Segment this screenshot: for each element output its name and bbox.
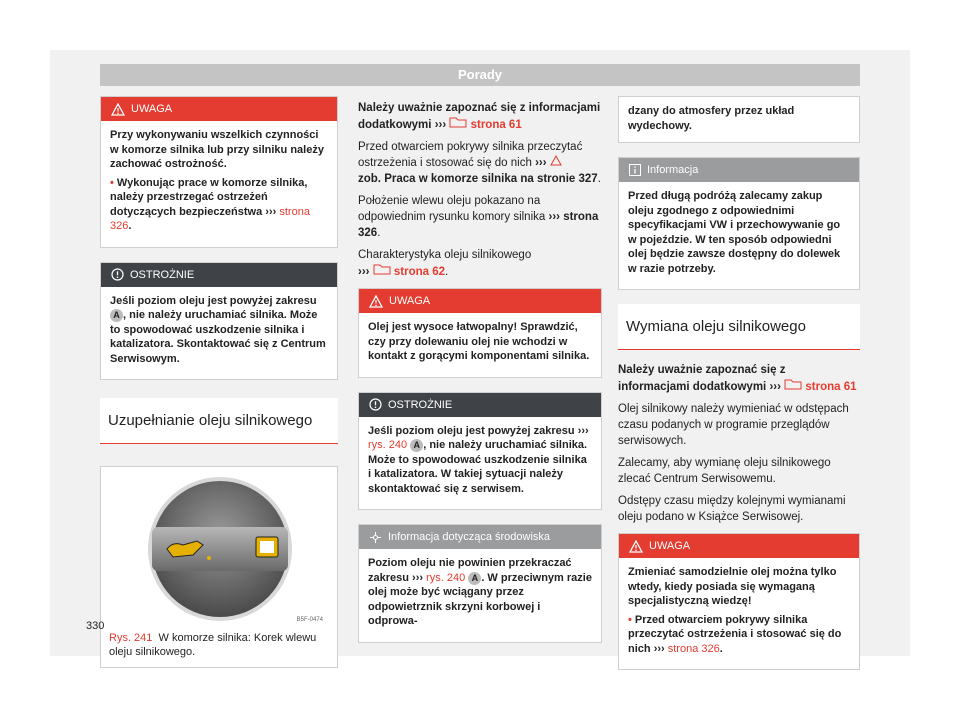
environment-label: Informacja dotycząca środowiska <box>388 531 551 543</box>
environment-box <box>358 524 602 643</box>
p1-reference[interactable]: zob. Praca w komorze silnika na stronie 327 <box>358 173 598 185</box>
caution-body <box>101 287 337 380</box>
period: . <box>128 220 132 232</box>
bullet: • <box>110 176 114 189</box>
figure-link[interactable]: rys. 240 <box>426 571 466 584</box>
info-box-header <box>619 158 859 182</box>
info-text: Przed długą podróżą zalecamy zakup oleju zgodnego z odpowiednimi specyfikacjami VW i przechowywanie go w pojeździe. W ten sposób odpowiedni olej będzie zawsze dostępny do dolewek w razie potrzeby. <box>628 190 841 275</box>
oil-cap-image <box>109 475 329 623</box>
p1-text: Przed otwarciem pokrywy silnika przeczytać ostrzeżenia i stosować się do nich <box>358 141 583 169</box>
warning-text: Zmieniać samodzielnie olej można tylko wtedy, kiedy posiada się wymaganą specjalistyczną wiedzę! <box>628 566 837 607</box>
warning-bullet-item <box>110 176 328 234</box>
marker-a: A <box>110 309 123 322</box>
figure-oil-cap <box>100 466 338 668</box>
reference-arrows: ››› <box>769 381 781 393</box>
intro-text: Należy uważnie zapoznać się z informacjami dodatkowymi <box>358 102 601 131</box>
warning-triangle-icon <box>111 103 125 116</box>
leaf-icon <box>369 531 382 544</box>
caution-text-b: , nie należy uruchamiać silnika. Może to spowodować uszkodzenie silnika i katalizatora. Skontaktować się z Centrum Serwisowym. <box>110 309 326 365</box>
period: . <box>377 227 381 239</box>
environment-box-header <box>359 525 601 549</box>
reference-arrows: ››› <box>535 157 547 169</box>
warning-body <box>619 558 859 669</box>
reference-arrows: ››› <box>548 211 560 223</box>
environment-text-a: Poziom oleju nie powinien przekraczać zakresu <box>368 557 572 584</box>
warning-triangle-icon <box>369 295 383 308</box>
warning-label: UWAGA <box>649 540 691 552</box>
figure-caption <box>101 623 337 667</box>
warning-body <box>359 313 601 377</box>
paragraph-2 <box>358 193 602 241</box>
intro-paragraph <box>358 100 602 133</box>
warning-label: UWAGA <box>131 103 173 115</box>
warning-bullet-text: Przed otwarciem pokrywy silnika przeczytać ostrzeżenia i stosować się do nich <box>628 613 842 655</box>
figure-number: Rys. 241 <box>109 632 153 644</box>
page-number: 330 <box>86 620 105 632</box>
section-title-oil-change: Wymiana oleju silnikowego <box>618 304 860 350</box>
warning-box <box>618 533 860 670</box>
p3-text: Charakterystyka oleju silnikowego <box>358 249 532 261</box>
environment-text-b: . W przeciwnym razie olej może być wciągany przez odpowietrznik skrzyni korbowej i odprowa- <box>368 571 592 627</box>
intro-link[interactable]: strona 61 <box>805 381 857 393</box>
reference-arrows: ››› <box>434 119 447 131</box>
reference-arrows: ››› <box>653 642 665 655</box>
warning-box-header <box>359 289 601 313</box>
reference-arrows: ››› <box>265 205 277 218</box>
paragraph-2: Zalecamy, aby wymianę oleju silnikowego zlecać Centrum Serwisowemu. <box>618 457 831 485</box>
figure-link[interactable]: rys. 240 <box>368 439 408 451</box>
warning-box-header <box>101 97 337 121</box>
reference-arrows: ››› <box>358 266 370 278</box>
book-icon <box>373 263 391 275</box>
p2-link[interactable]: strona 326 <box>358 211 599 239</box>
caution-box <box>100 262 338 381</box>
caution-box-header <box>101 263 337 287</box>
page-link[interactable]: strona 326 <box>667 642 720 655</box>
book-icon <box>449 116 467 128</box>
warning-box-header <box>619 534 859 558</box>
reference-arrows: ››› <box>412 571 424 584</box>
caution-box <box>358 392 602 511</box>
page-link[interactable]: strona 326 <box>110 205 310 232</box>
warning-triangle-icon <box>550 155 562 166</box>
caution-text-a: Jeśli poziom oleju jest powyżej zakresu <box>110 294 317 307</box>
caution-icon <box>369 398 382 411</box>
figure-caption-text: W komorze silnika: Korek wlewu oleju silnikowego. <box>109 632 317 658</box>
period: . <box>719 642 723 655</box>
oil-cap-illustration <box>109 475 331 623</box>
info-body <box>619 182 859 289</box>
environment-continued-body: dzany do atmosfery przez układ wydechowy. <box>628 105 795 132</box>
column-middle <box>358 100 602 657</box>
warning-label: UWAGA <box>389 295 431 307</box>
info-label: Informacja <box>647 164 699 176</box>
environment-body <box>359 549 601 642</box>
info-icon <box>629 164 641 176</box>
warning-bullet-text: Wykonując prace w komorze silnika, należy przestrzegać ostrzeżeń dotyczących bezpieczeństwa <box>110 176 308 218</box>
p2-text: Położenie wlewu oleju pokazano na odpowiednim rysunku komory silnika <box>358 195 546 223</box>
warning-box <box>100 96 338 248</box>
warning-body <box>101 121 337 247</box>
warning-text: Przy wykonywaniu wszelkich czynności w komorze silnika lub przy silniku należy zachować ostrożność. <box>110 129 324 170</box>
reference-arrows: ››› <box>577 424 589 437</box>
period: . <box>445 266 449 278</box>
info-box <box>618 157 860 290</box>
paragraph-1 <box>358 139 602 187</box>
p3-link[interactable]: strona 62 <box>393 266 446 278</box>
caution-label: OSTROŻNIE <box>130 268 195 281</box>
marker-a: A <box>468 572 481 585</box>
page-header: Porady <box>100 64 860 86</box>
column-left <box>100 96 338 668</box>
caution-text <box>110 294 328 367</box>
oil-change-text <box>618 362 860 525</box>
bullet: • <box>628 613 632 626</box>
caution-text-b: , nie należy uruchamiać silnika. Może to spowodować uszkodzenie silnika i katalizatora. W takiej sytuacji należy skontaktować się z serwisem. <box>368 439 588 495</box>
column-right <box>618 96 860 684</box>
warning-text: Olej jest wysoce łatwopalny! Sprawdzić, czy przy dolewaniu olej nie wchodzi w kontakt z gorącymi komponentami silnika. <box>368 321 590 362</box>
section-title-refill: Uzupełnianie oleju silnikowego <box>100 398 338 444</box>
warning-triangle-icon <box>629 540 643 553</box>
caution-text-a: Jeśli poziom oleju jest powyżej zakresu <box>368 424 575 437</box>
intro-link[interactable]: strona 61 <box>470 119 522 131</box>
environment-text <box>368 556 592 629</box>
warning-bullet-item <box>628 613 850 657</box>
book-icon <box>784 378 802 390</box>
paragraph-3: Odstępy czasu między kolejnymi wymianami oleju podano w Książce Serwisowej. <box>618 495 846 523</box>
caution-label: OSTROŻNIE <box>388 398 453 411</box>
caution-body <box>359 417 601 510</box>
marker-a: A <box>410 439 423 452</box>
warning-box <box>358 288 602 378</box>
paragraph-3 <box>358 247 602 280</box>
figure-code: B5F-0474 <box>296 617 323 623</box>
environment-box-continued <box>618 96 860 143</box>
paragraph-1: Olej silnikowy należy wymieniać w odstępach czasu podanych w programie przeglądów serwisowych. <box>618 403 849 447</box>
intro-text: Należy uważnie zapoznać się z informacjami dodatkowymi <box>618 364 786 393</box>
caution-box-header <box>359 393 601 417</box>
caution-text <box>368 424 592 497</box>
period: . <box>597 173 601 185</box>
caution-icon <box>111 268 124 281</box>
intro-paragraph <box>618 362 860 395</box>
